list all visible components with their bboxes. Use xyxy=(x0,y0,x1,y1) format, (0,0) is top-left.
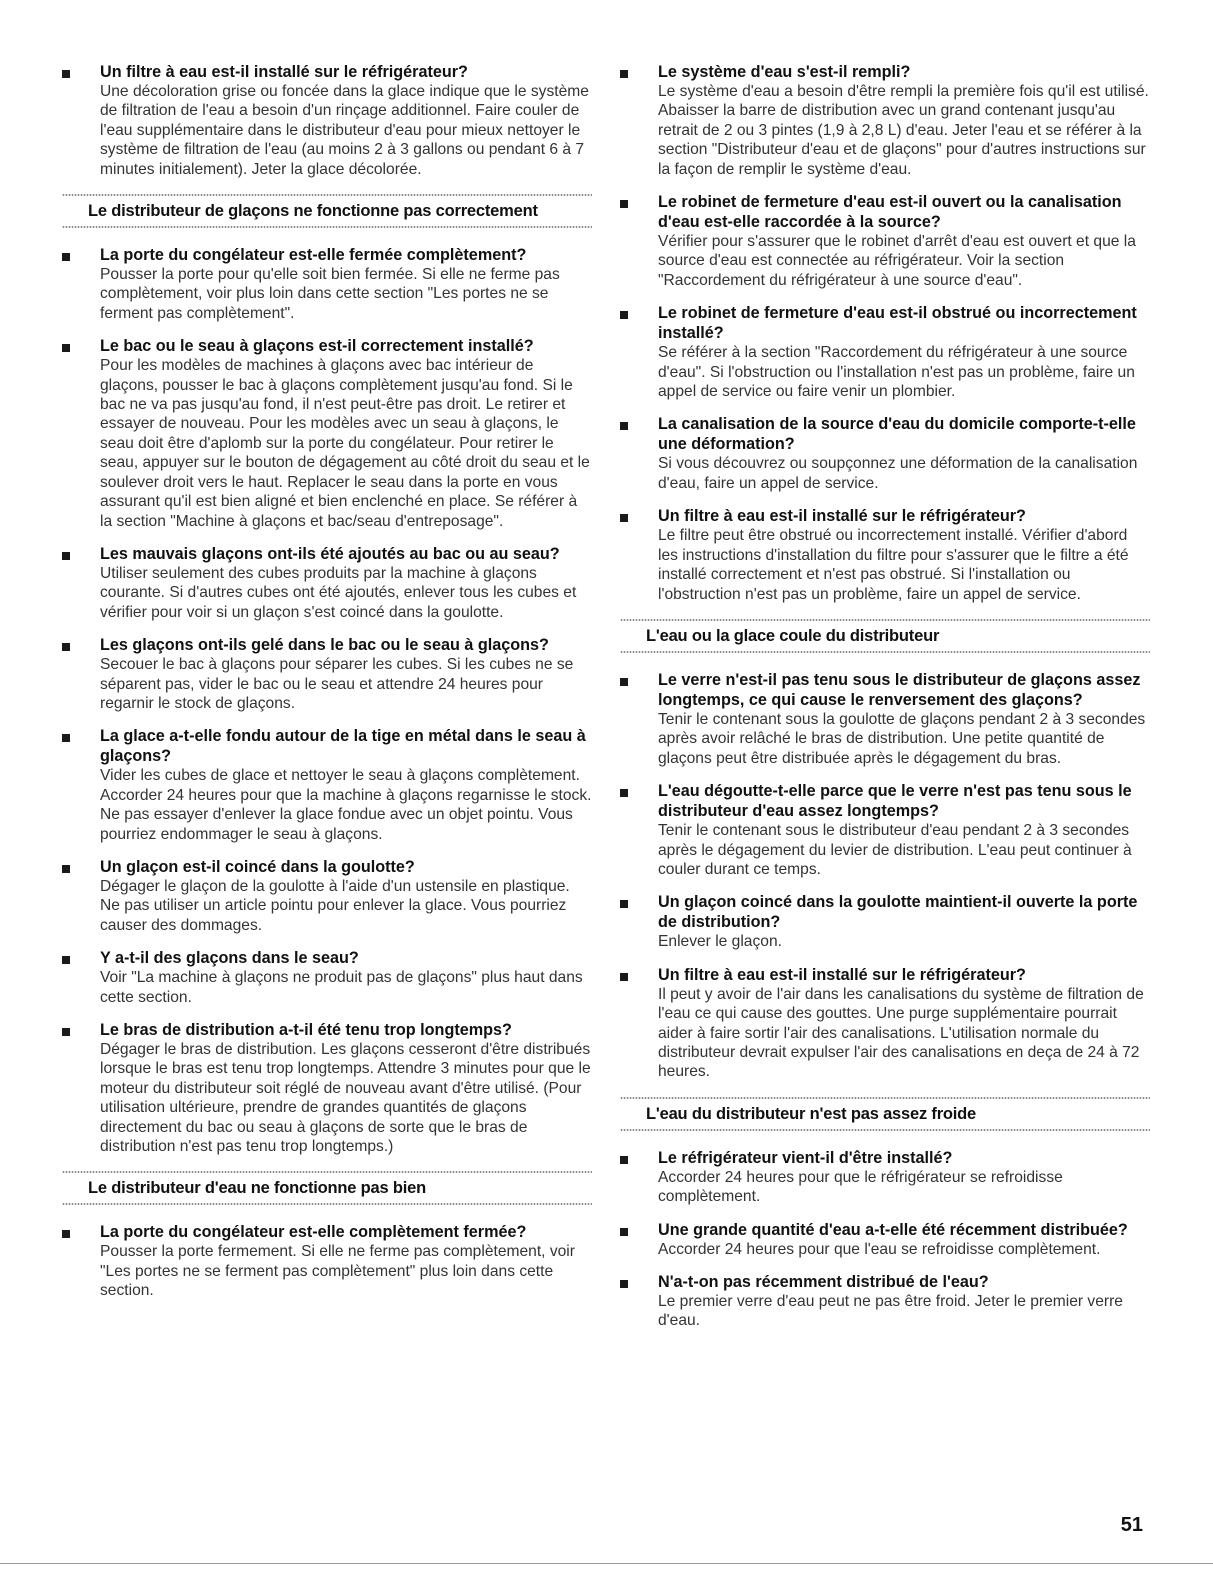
list-item xyxy=(620,965,1150,1082)
bullet-icon xyxy=(62,865,70,873)
list-item xyxy=(620,1220,1150,1259)
answer: Une décoloration grise ou foncée dans la glace indique que le système de filtration de l'eau a besoin d'un rinçage additionnel. Faire couler de l'eau supplémentaire dans le distributeur d'eau pour mieux nettoyer le système de filtration de l'eau (au moins 2 à 3 gallons ou pendant 6 à 7 minutes initialement). Jeter la glace décolorée. xyxy=(100,83,589,178)
answer: Se référer à la section "Raccordement du réfrigérateur à une source d'eau". Si l'obstruction ou l'installation n'est pas un problème, faire un appel de service ou faire venir un plombier. xyxy=(658,344,1135,401)
question: Les glaçons ont-ils gelé dans le bac ou le seau à glaçons? xyxy=(100,636,549,655)
list-item xyxy=(620,62,1150,179)
list-item xyxy=(620,892,1150,951)
water-not-cold-list xyxy=(620,1148,1150,1331)
bullet-icon xyxy=(62,344,70,352)
answer: Pour les modèles de machines à glaçons avec bac intérieur de glaçons, pousser le bac à glaçons complètement jusqu'au fond. Si le bac ne va pas jusqu'au fond, il n'est peut-être pas droit. Le retirer et essayer de nouveau. Pour les modèles avec un seau à glaçons, le seau doit être d'aplomb sur la porte du congélateur. Pour retirer le seau, appuyer sur le bouton de dégagement au côté droit du seau et le soulever droit vers le haut. Replacer le seau dans la porte en vous assurant qu'il est bien aligné et bien enclenché en place. Se référer à la section "Machine à glaçons et bac/seau d'entreposage". xyxy=(100,357,590,530)
list-item xyxy=(62,857,592,935)
answer: Tenir le contenant sous la goulotte de glaçons pendant 2 à 3 secondes après avoir relâché le bras de distribution. Une petite quantité de glaçons peut être distribuée après le dégagement du bras. xyxy=(658,710,1146,767)
answer: Le filtre peut être obstrué ou incorrectement installé. Vérifier d'abord les instructions d'installation du filtre pour s'assurer que le filtre a été installé correctement et n'est pas obstrué. Si l'installation ou l'obstruction n'est pas un problème, faire un appel de service. xyxy=(658,527,1129,603)
question: La canalisation de la source d'eau du domicile comporte-t-elle une déformation? xyxy=(658,415,1136,454)
answer: Secouer le bac à glaçons pour séparer les cubes. Si les cubes ne se séparent pas, vider le bac ou le seau et attendre 24 heures pour regarnir le stock de glaçons. xyxy=(100,656,574,712)
question: Un filtre à eau est-il installé sur le réfrigérateur? xyxy=(658,965,1026,984)
answer: Accorder 24 heures pour que le réfrigérateur se refroidisse complètement. xyxy=(658,1168,1063,1206)
question: Y a-t-il des glaçons dans le seau? xyxy=(100,949,359,968)
bullet-icon xyxy=(62,70,70,78)
answer: Le système d'eau a besoin d'être rempli la première fois qu'il est utilisé. Abaisser la barre de distribution avec un grand contenant jusqu'au retrait de 2 ou 3 pintes (1,9 à 2,8 L) d'eau. Jeter l'eau et se référer à la section "Distributeur d'eau et de glaçons" pour d'autres instructions sur la façon de remplir le système d'eau. xyxy=(658,83,1149,178)
section-rule-bottom xyxy=(62,225,592,229)
bullet-icon xyxy=(62,552,70,560)
left-intro-list xyxy=(62,62,592,179)
list-item xyxy=(62,1222,592,1300)
list-item xyxy=(62,635,592,713)
question: Le bras de distribution a-t-il été tenu trop longtemps? xyxy=(100,1021,512,1039)
bullet-icon xyxy=(62,253,70,261)
question: L'eau dégoutte-t-elle parce que le verre n'est pas tenu sous le distributeur d'eau assez longtemps? xyxy=(658,782,1132,821)
water-dispenser-list xyxy=(62,1222,592,1300)
section-title: L'eau du distributeur n'est pas assez froide xyxy=(646,1104,977,1123)
answer: Tenir le contenant sous le distributeur d'eau pendant 2 à 3 secondes après le dégagement du levier de distribution. L'eau peut continuer à couler durant ce temps. xyxy=(658,822,1132,878)
answer: Utiliser seulement des cubes produits par la machine à glaçons courante. Si d'autres cubes ont été ajoutés, enlever tous les cubes et vérifier pour voir si un glaçon s'est coincé dans la goulotte. xyxy=(100,564,577,621)
list-item xyxy=(620,414,1150,493)
answer: Pousser la porte pour qu'elle soit bien fermée. Si elle ne ferme pas complètement, voir plus loin dans cette section "Les portes ne se ferment pas complètement". xyxy=(100,266,560,322)
question: La porte du congélateur est-elle fermée complètement? xyxy=(100,246,527,265)
question: Le robinet de fermeture d'eau est-il ouvert ou la canalisation d'eau est-elle raccordée à la source? xyxy=(658,193,1122,232)
section-ice-dispenser xyxy=(62,193,592,229)
section-water-dispenser xyxy=(62,1170,592,1206)
bullet-icon xyxy=(62,1230,70,1238)
bullet-icon xyxy=(620,1280,628,1288)
bullet-icon xyxy=(620,1156,628,1164)
bullet-icon xyxy=(620,200,628,208)
question: Le bac ou le seau à glaçons est-il correctement installé? xyxy=(100,337,534,356)
question: Les mauvais glaçons ont-ils été ajoutés au bac ou au seau? xyxy=(100,544,560,563)
section-title: Le distributeur d'eau ne fonctionne pas bien xyxy=(88,1179,426,1198)
list-item xyxy=(620,506,1150,604)
list-item xyxy=(62,336,592,531)
answer: Voir "La machine à glaçons ne produit pas de glaçons" plus haut dans cette section. xyxy=(100,969,583,1006)
page-number: 51 xyxy=(1120,1514,1143,1536)
bullet-icon xyxy=(62,734,70,742)
bullet-icon xyxy=(620,514,628,522)
bullet-icon xyxy=(620,1228,628,1236)
section-title: L'eau ou la glace coule du distributeur xyxy=(646,626,940,645)
question: Le réfrigérateur vient-il d'être installé? xyxy=(658,1148,953,1167)
section-rule-bottom xyxy=(62,1202,592,1206)
left-column xyxy=(62,62,592,1314)
list-item xyxy=(620,781,1150,879)
question: N'a-t-on pas récemment distribué de l'eau? xyxy=(658,1273,989,1291)
bullet-icon xyxy=(620,900,628,908)
list-item xyxy=(62,544,592,622)
question: Le système d'eau s'est-il rempli? xyxy=(658,63,911,81)
list-item xyxy=(62,726,592,844)
bullet-icon xyxy=(620,311,628,319)
right-column xyxy=(620,62,1150,1344)
list-item xyxy=(620,303,1150,401)
section-rule-bottom xyxy=(620,650,1150,654)
list-item xyxy=(62,1020,592,1156)
answer: Le premier verre d'eau peut ne pas être froid. Jeter le premier verre d'eau. xyxy=(658,1293,1123,1330)
bullet-icon xyxy=(620,70,628,78)
answer: Il peut y avoir de l'air dans les canalisations du système de filtration de l'eau ce qui cause des gouttes. Une purge supplémentaire pourrait aider à faire sortir l'air des canalisations. L'utilisation normale du distributeur devrait expulser l'air des canalisations en deça de 24 à 72 heures. xyxy=(658,985,1144,1081)
bullet-icon xyxy=(620,422,628,430)
list-item xyxy=(62,62,592,179)
list-item xyxy=(620,670,1150,768)
answer: Dégager le bras de distribution. Les glaçons cesseront d'être distribués lorsque le bras est tenu trop longtemps. Attendre 3 minutes pour que le moteur du distributeur soit réglé de nouveau avant d'être utilisé. (Pour utilisation ultérieure, prendre de grandes quantités de glaçons directement du bac ou seau à glaçons de sorte que le bras de distribution n'est pas tenu trop longtemps.) xyxy=(100,1041,591,1156)
leaking-dispenser-list xyxy=(620,670,1150,1082)
right-intro-list xyxy=(620,62,1150,604)
list-item xyxy=(62,245,592,323)
section-title: Le distributeur de glaçons ne fonctionne pas correctement xyxy=(88,202,538,221)
ice-dispenser-list xyxy=(62,245,592,1156)
answer: Dégager le glaçon de la goulotte à l'aide d'un ustensile en plastique. Ne pas utiliser un article pointu pour enlever la glace. Vous pourriez causer des dommages. xyxy=(100,877,570,934)
answer: Enlever le glaçon. xyxy=(658,933,782,951)
question: Un glaçon est-il coincé dans la goulotte? xyxy=(100,857,415,876)
question: Une grande quantité d'eau a-t-elle été récemment distribuée? xyxy=(658,1220,1128,1239)
question: Le verre n'est-il pas tenu sous le distributeur de glaçons assez longtemps, ce qui cause le renversement des glaçons? xyxy=(658,670,1141,709)
bullet-icon xyxy=(62,643,70,651)
answer: Vider les cubes de glace et nettoyer le seau à glaçons complètement. Accorder 24 heures pour que la machine à glaçons regarnisse le stock. Ne pas essayer d'enlever la glace fondue avec un objet pointu. Vous pourriez endommager le seau à glaçons. xyxy=(100,767,592,843)
answer: Accorder 24 heures pour que l'eau se refroidisse complètement. xyxy=(658,1240,1101,1258)
answer: Si vous découvrez ou soupçonnez une déformation de la canalisation d'eau, faire un appel de service. xyxy=(658,455,1138,492)
question: Le robinet de fermeture d'eau est-il obstrué ou incorrectement installé? xyxy=(658,304,1137,343)
answer: Pousser la porte fermement. Si elle ne ferme pas complètement, voir "Les portes ne se ferment pas complètement" plus loin dans cette section. xyxy=(100,1243,575,1300)
list-item xyxy=(620,1272,1150,1331)
bullet-icon xyxy=(62,1028,70,1036)
answer: Vérifier pour s'assurer que le robinet d'arrêt d'eau est ouvert et que la source d'eau est connectée au réfrigérateur. Voir la section "Raccordement du réfrigérateur à une source d'eau". xyxy=(658,233,1136,289)
bottom-rule xyxy=(0,1563,1213,1564)
list-item xyxy=(620,192,1150,290)
bullet-icon xyxy=(620,678,628,686)
question: Un filtre à eau est-il installé sur le réfrigérateur? xyxy=(658,507,1026,526)
section-leaking-dispenser xyxy=(620,618,1150,654)
section-rule-bottom xyxy=(620,1128,1150,1132)
list-item xyxy=(62,948,592,1007)
question: La porte du congélateur est-elle complètement fermée? xyxy=(100,1223,527,1242)
bullet-icon xyxy=(620,789,628,797)
bullet-icon xyxy=(62,956,70,964)
question: La glace a-t-elle fondu autour de la tige en métal dans le seau à glaçons? xyxy=(100,727,586,766)
section-water-not-cold xyxy=(620,1096,1150,1132)
question: Un filtre à eau est-il installé sur le réfrigérateur? xyxy=(100,63,468,81)
bullet-icon xyxy=(620,973,628,981)
question: Un glaçon coincé dans la goulotte maintient-il ouverte la porte de distribution? xyxy=(658,893,1138,932)
list-item xyxy=(620,1148,1150,1207)
